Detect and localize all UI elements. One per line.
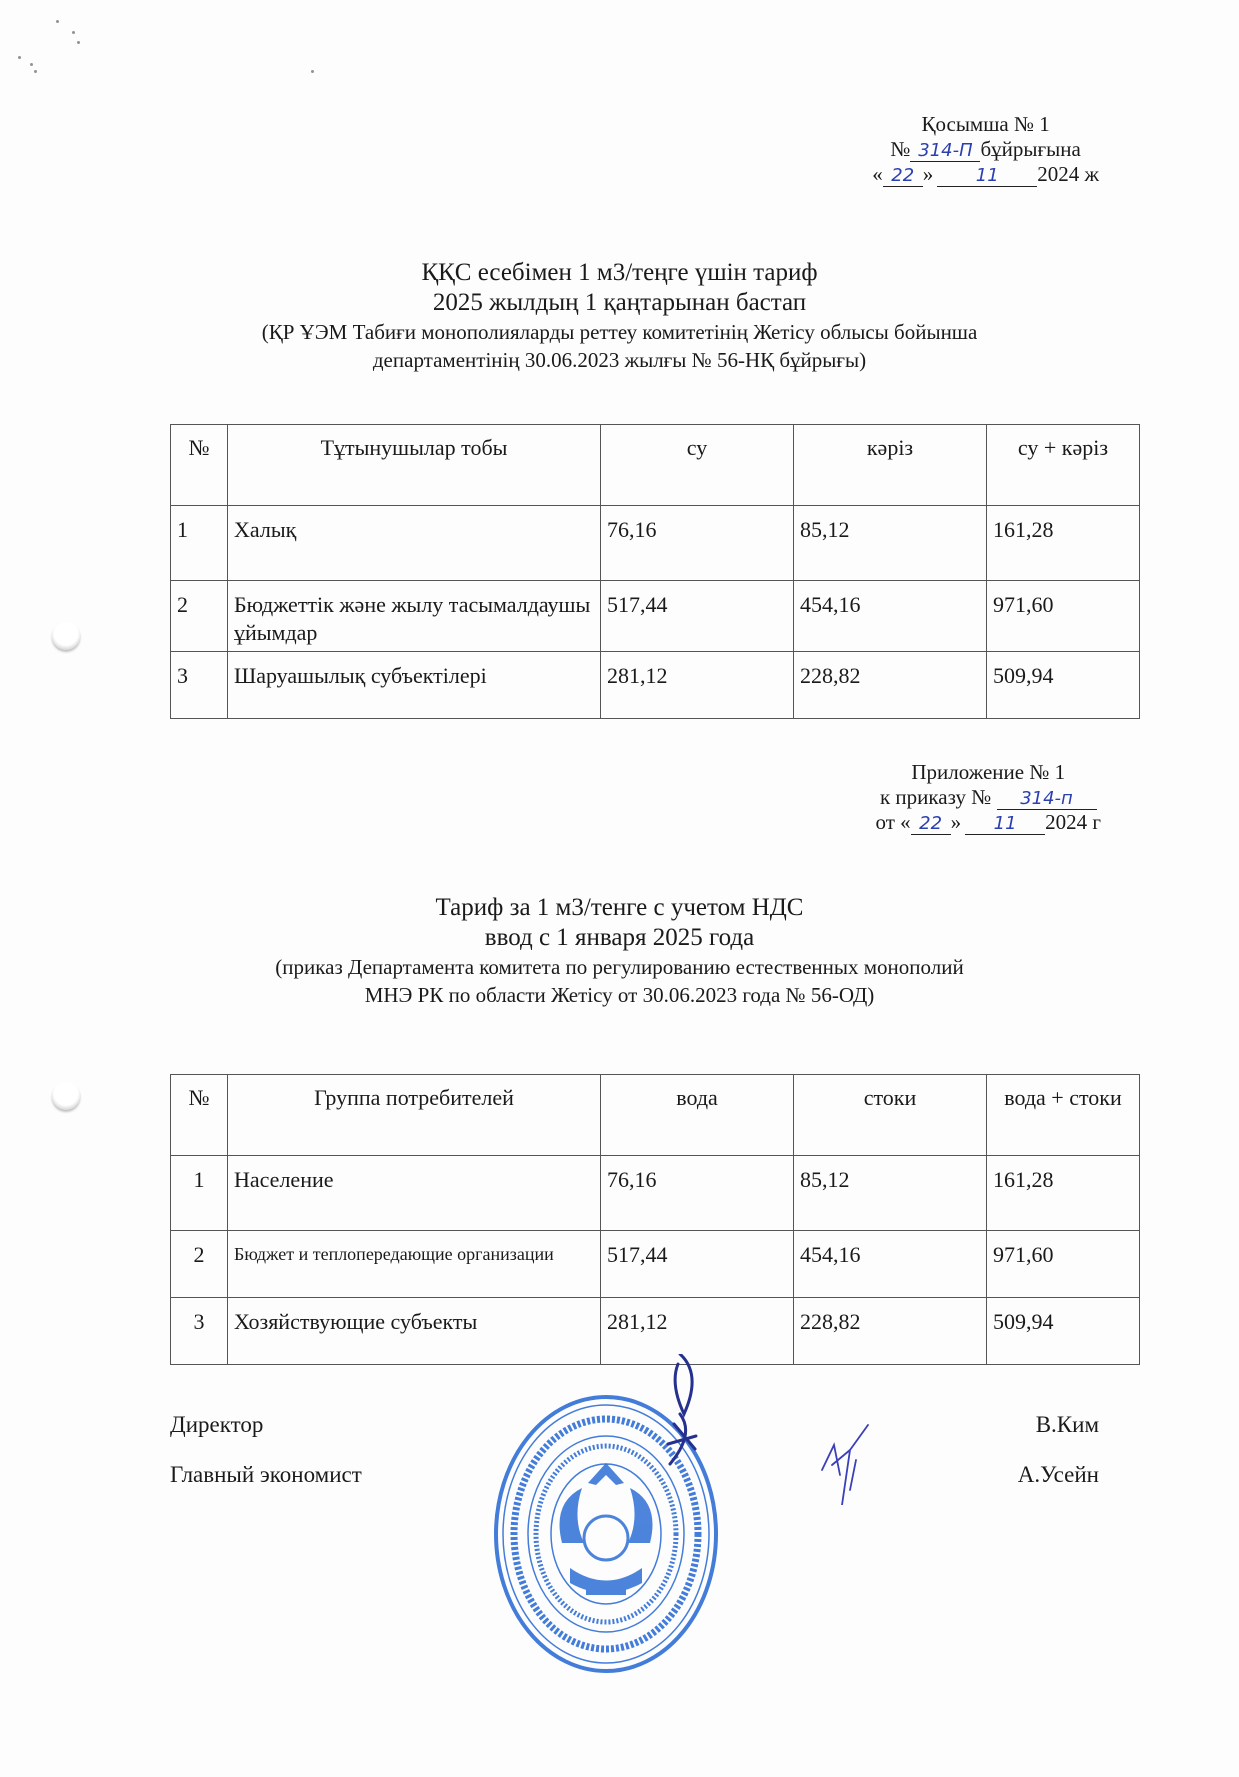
cell-group: Хозяйствующие субъекты <box>228 1298 601 1365</box>
cell-total: 509,94 <box>987 652 1140 719</box>
handwritten-day: 22 <box>883 166 923 187</box>
scan-speck <box>34 70 37 73</box>
cell-number: 3 <box>171 1298 228 1365</box>
ru-heading <box>0 893 1239 1009</box>
ru-heading-line1: Тариф за 1 м3/тенге с учетом НДС <box>435 894 804 921</box>
order-number-prefix: № <box>890 137 911 161</box>
cell-sewer: 228,82 <box>794 652 987 719</box>
col-header-number: № <box>171 425 228 506</box>
scan-speck <box>72 31 75 34</box>
handwritten-month: 11 <box>937 166 1037 187</box>
hole-punch-mark <box>52 1082 80 1110</box>
cell-water: 281,12 <box>601 652 794 719</box>
cell-water: 517,44 <box>601 581 794 652</box>
order-suffix: бұйрығына <box>980 137 1081 161</box>
order-number-prefix: к приказу № <box>879 785 992 809</box>
cell-total: 971,60 <box>987 581 1140 652</box>
cell-group: Шаруашылық субъектілері <box>228 652 601 719</box>
kz-heading-line3: (ҚР ҰЭМ Табиғи монополияларды реттеу комитетінің Жетісу облысы бойынша <box>261 320 978 344</box>
cell-sewer: 85,12 <box>794 1156 987 1231</box>
cell-water: 281,12 <box>601 1298 794 1365</box>
cell-number: 2 <box>171 1231 228 1298</box>
scan-speck <box>30 63 33 66</box>
table-row <box>171 581 1140 652</box>
cell-sewer: 85,12 <box>794 506 987 581</box>
cell-water: 76,16 <box>601 506 794 581</box>
col-header-water: вода <box>601 1075 794 1156</box>
scan-speck <box>56 20 59 23</box>
col-header-total: су + кәріз <box>987 425 1140 506</box>
col-header-sewer: стоки <box>794 1075 987 1156</box>
kz-heading-line2: 2025 жылдың 1 қаңтарынан бастап <box>432 289 807 316</box>
cell-water: 517,44 <box>601 1231 794 1298</box>
cell-total: 161,28 <box>987 506 1140 581</box>
ru-annex-date-line <box>875 810 1101 835</box>
cell-sewer: 228,82 <box>794 1298 987 1365</box>
kz-annex-date-line <box>872 162 1099 187</box>
signatory-role: Главный экономист <box>170 1462 362 1487</box>
handwritten-month: 11 <box>965 814 1045 835</box>
scan-speck <box>311 70 314 73</box>
cell-number: 3 <box>171 652 228 719</box>
date-year: 2024 г <box>1045 810 1101 834</box>
kz-heading-line1: ҚҚС есебімен 1 м3/теңге үшін тариф <box>421 259 818 286</box>
cell-sewer: 454,16 <box>794 581 987 652</box>
signatory-name: В.Ким <box>1035 1412 1099 1437</box>
table-header-row <box>171 1075 1140 1156</box>
cell-number: 1 <box>171 506 228 581</box>
ru-annex-title: Приложение № 1 <box>911 760 1066 784</box>
handwritten-day: 22 <box>911 814 951 835</box>
cell-group: Халық <box>228 506 601 581</box>
quote-close: » <box>950 810 962 834</box>
kz-heading-line4: департаментінің 30.06.2023 жылғы № 56-НҚ бұйрығы) <box>372 348 867 372</box>
cell-total: 161,28 <box>987 1156 1140 1231</box>
kz-annex-block <box>872 112 1099 187</box>
ru-heading-line2: ввод с 1 января 2025 года <box>484 924 755 951</box>
ru-annex-block <box>875 760 1101 835</box>
col-header-total: вода + стоки <box>987 1075 1140 1156</box>
handwritten-order-number: 314-П <box>910 141 980 162</box>
col-header-water: су <box>601 425 794 506</box>
signatory-name: А.Усейн <box>1017 1462 1099 1487</box>
quote-open: « <box>872 162 883 186</box>
kz-annex-order-line <box>872 137 1099 162</box>
handwritten-order-number: 314-п <box>997 789 1097 810</box>
emblem-icon <box>560 1463 653 1595</box>
table-header-row <box>171 425 1140 506</box>
hole-punch-mark <box>52 622 80 650</box>
table-row <box>171 1231 1140 1298</box>
date-prefix: от « <box>875 810 911 834</box>
quote-close: » <box>922 162 934 186</box>
signatory-role: Директор <box>170 1412 264 1437</box>
col-header-group: Группа потребителей <box>228 1075 601 1156</box>
table-row <box>171 1156 1140 1231</box>
ru-tariff-table <box>170 1074 1140 1365</box>
director-signature <box>640 1354 720 1504</box>
ru-heading-line3: (приказ Департамента комитета по регулированию естественных монополий <box>275 955 964 979</box>
col-header-number: № <box>171 1075 228 1156</box>
cell-group: Бюджеттік және жылу тасымалдаушы ұйымдар <box>228 581 601 652</box>
cell-number: 1 <box>171 1156 228 1231</box>
cell-water: 76,16 <box>601 1156 794 1231</box>
kz-annex-title: Қосымша № 1 <box>921 112 1050 136</box>
cell-total: 971,60 <box>987 1231 1140 1298</box>
scan-speck <box>77 41 80 44</box>
cell-sewer: 454,16 <box>794 1231 987 1298</box>
table-row <box>171 506 1140 581</box>
col-header-group: Тұтынушылар тобы <box>228 425 601 506</box>
col-header-sewer: кәріз <box>794 425 987 506</box>
kz-tariff-table <box>170 424 1140 719</box>
cell-number: 2 <box>171 581 228 652</box>
ru-annex-order-line <box>875 785 1101 810</box>
economist-signature <box>820 1420 870 1505</box>
cell-group: Бюджет и теплопередающие организации <box>228 1231 601 1298</box>
cell-total: 509,94 <box>987 1298 1140 1365</box>
date-year: 2024 ж <box>1037 162 1099 186</box>
table-row <box>171 652 1140 719</box>
scan-speck <box>18 56 21 59</box>
cell-group: Население <box>228 1156 601 1231</box>
kz-heading <box>0 258 1239 374</box>
ru-heading-line4: МНЭ РК по области Жетісу от 30.06.2023 года № 56-ОД) <box>364 983 875 1007</box>
